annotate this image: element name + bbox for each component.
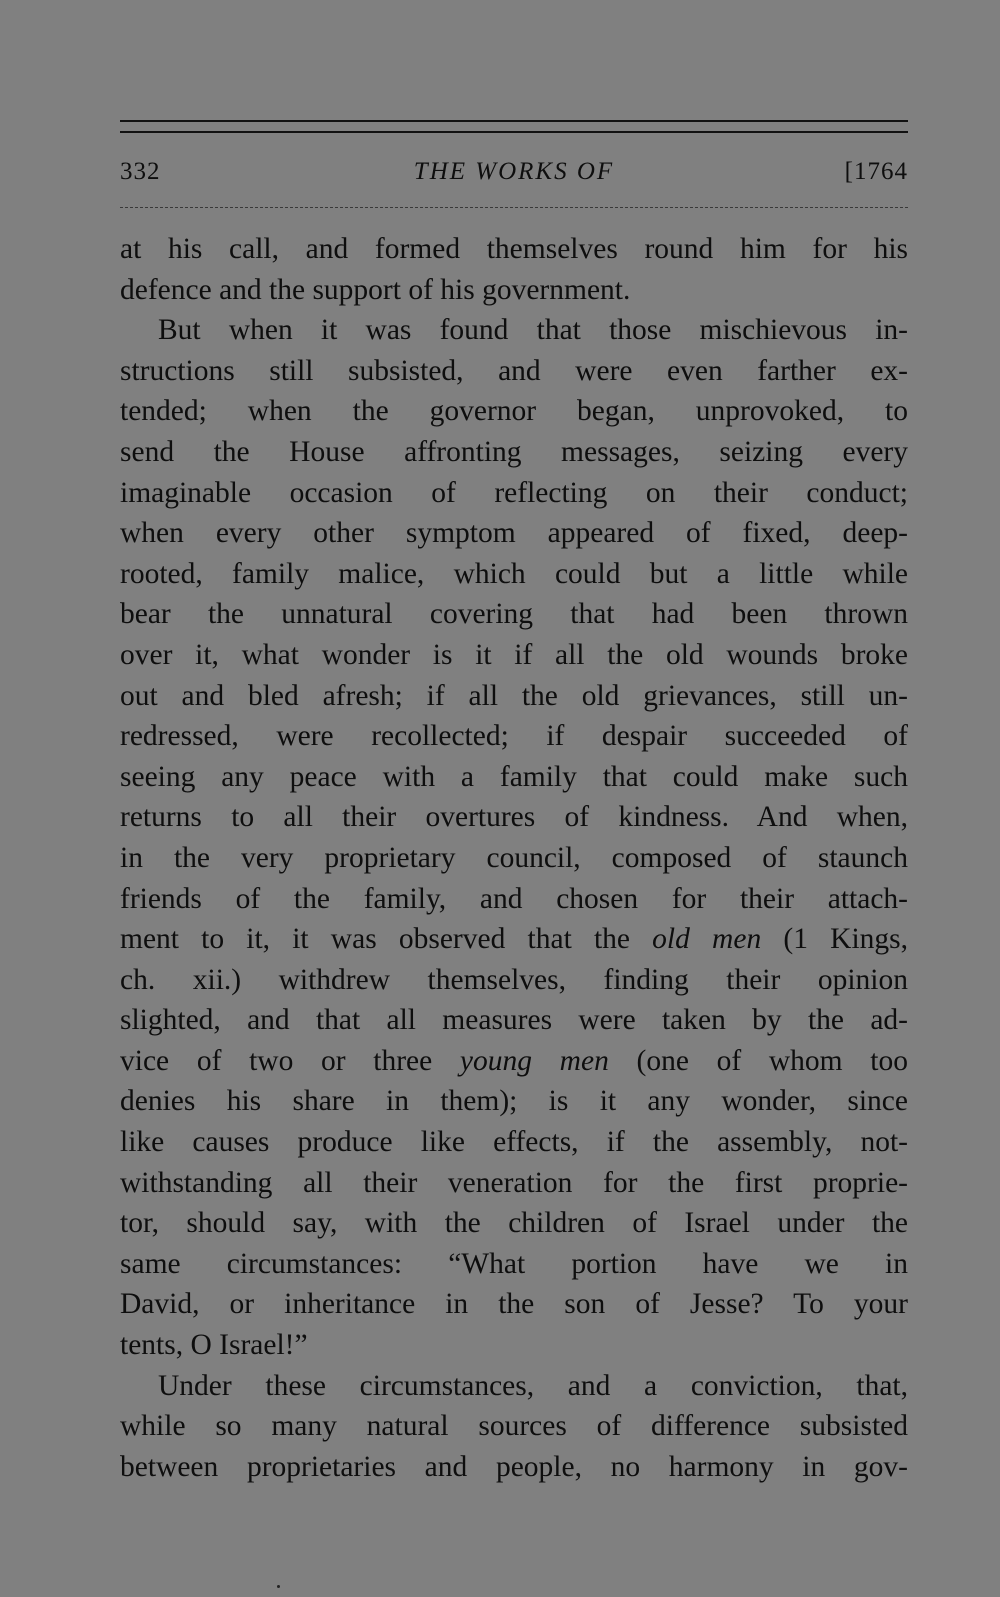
text-segment: (1 Kings, — [761, 923, 908, 956]
body-text — [120, 229, 908, 1487]
header-rule-upper — [120, 120, 908, 122]
text-line: between proprietaries and people, no harmony in gov- — [120, 1450, 908, 1483]
text-segment: vice of two or three — [120, 1044, 460, 1077]
text-line: seeing any peace with a family that could make such — [120, 760, 908, 793]
text-line: returns to all their overtures of kindness. And when, — [120, 801, 908, 834]
text-line: redressed, were recollected; if despair succeeded of — [120, 720, 908, 753]
text-line: at his call, and formed themselves round him for his — [120, 233, 908, 265]
text-line: But when it was found that those mischievous in- — [158, 314, 908, 347]
text-line: denies his share in them); is it any wonder, since — [120, 1085, 908, 1118]
italic-phrase-young-men: young men — [459, 1044, 609, 1077]
paragraph-2 — [120, 310, 908, 1365]
print-speck — [277, 1585, 280, 1588]
text-line: Under these circumstances, and a conviction, that, — [158, 1369, 908, 1402]
text-line: tor, should say, with the children of Israel under the — [120, 1207, 908, 1240]
page-number: 332 — [120, 158, 161, 185]
text-line: over it, what wonder is it if all the old wounds broke — [120, 638, 908, 671]
text-line: when every other symptom appeared of fixed, deep- — [120, 517, 908, 550]
paragraph-3 — [120, 1366, 908, 1488]
text-line: while so many natural sources of difference subsisted — [120, 1410, 908, 1443]
running-year: [1764 — [844, 158, 908, 185]
italic-phrase-old-men: old men — [652, 923, 762, 956]
text-line-with-italic — [120, 1041, 908, 1082]
paragraph-1 — [120, 229, 908, 310]
text-line: friends of the family, and chosen for their attach- — [120, 882, 908, 915]
text-line: bear the unnatural covering that had been thrown — [120, 598, 908, 631]
text-line: imaginable occasion of reflecting on their conduct; — [120, 476, 908, 509]
text-line: tended; when the governor began, unprovoked, to — [120, 395, 908, 428]
header-underline — [120, 207, 908, 208]
text-line-with-italic — [120, 919, 908, 960]
text-line: same circumstances: “What portion have we in — [120, 1247, 908, 1280]
text-line: rooted, family malice, which could but a little while — [120, 557, 908, 590]
text-line: out and bled afresh; if all the old grievances, still un- — [120, 679, 908, 712]
text-line: send the House affronting messages, seizing every — [120, 435, 908, 468]
text-segment: ment to it, it was observed that the — [120, 923, 653, 956]
text-line: ch. xii.) withdrew themselves, finding their opinion — [120, 963, 908, 996]
text-line: tents, O Israel!” — [120, 1329, 308, 1362]
book-page — [120, 0, 908, 1597]
running-title: THE WORKS OF — [413, 158, 615, 185]
text-segment: (one of whom too — [608, 1044, 908, 1077]
text-line: withstanding all their veneration for the first proprie- — [120, 1166, 908, 1199]
header-rule-lower — [120, 131, 908, 133]
text-line: David, or inheritance in the son of Jesse? To your — [120, 1288, 908, 1321]
text-line: slighted, and that all measures were taken by the ad- — [120, 1004, 908, 1037]
text-line: like causes produce like effects, if the assembly, not- — [120, 1126, 908, 1159]
text-line: defence and the support of his government. — [120, 273, 631, 306]
text-line: structions still subsisted, and were even farther ex- — [120, 354, 908, 387]
text-line: in the very proprietary council, composed of staunch — [120, 841, 908, 874]
running-head — [120, 152, 908, 192]
